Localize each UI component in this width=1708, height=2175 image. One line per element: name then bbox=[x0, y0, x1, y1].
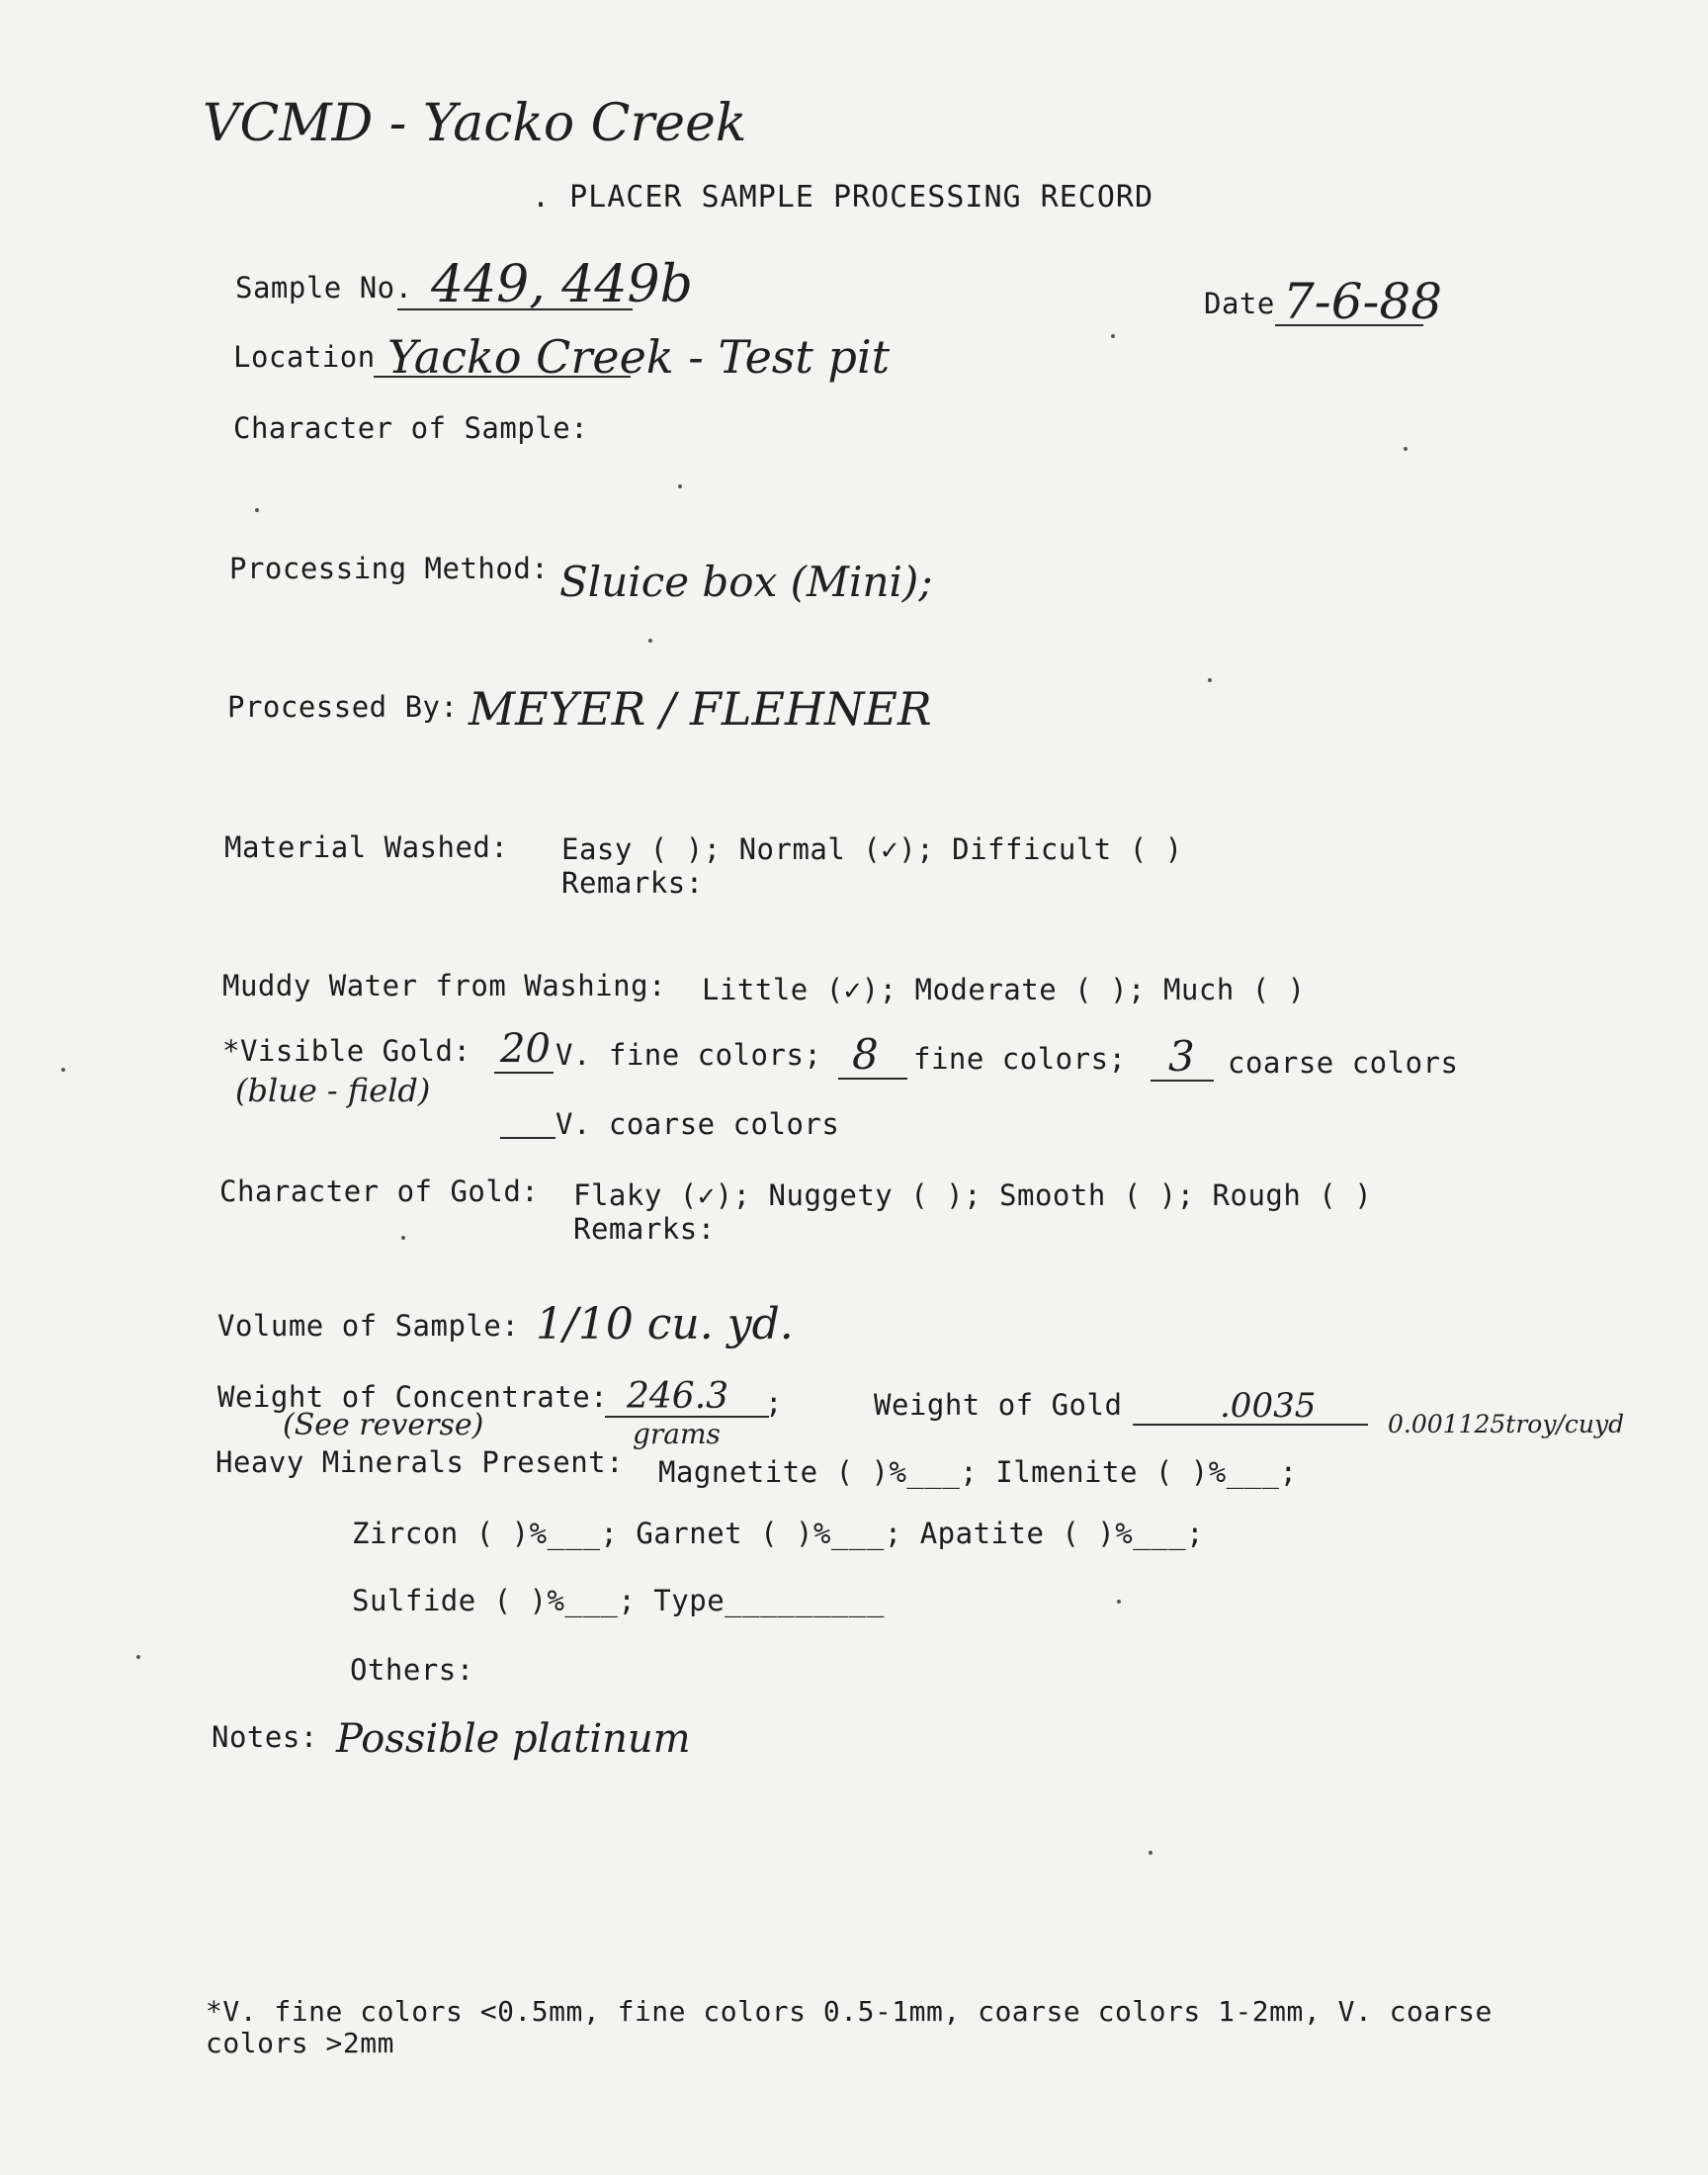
weight-concentrate-unit: grams bbox=[633, 1418, 721, 1450]
character-of-sample-label: Character of Sample: bbox=[233, 411, 589, 445]
heavy-minerals-row3: Sulfide ( )%___; Type_________ bbox=[352, 1584, 885, 1617]
handwritten-header: VCMD - Yacko Creek bbox=[203, 94, 747, 153]
sample-no-value: 449, 449b bbox=[431, 255, 693, 314]
processed-by-label: Processed By: bbox=[227, 690, 459, 724]
processed-by-value: MEYER / FLEHNER bbox=[469, 682, 932, 736]
character-of-gold-label: Character of Gold: bbox=[219, 1174, 540, 1208]
scan-speck bbox=[1111, 334, 1115, 338]
weight-concentrate-note: (See reverse) bbox=[283, 1408, 484, 1442]
muddy-water-label: Muddy Water from Washing: bbox=[222, 969, 666, 1002]
heavy-minerals-label: Heavy Minerals Present: bbox=[215, 1445, 625, 1479]
page-title: . PLACER SAMPLE PROCESSING RECORD bbox=[532, 180, 1154, 215]
scan-speck bbox=[401, 1236, 405, 1240]
material-washed-options: Easy ( ); Normal (✓); Difficult ( ) bbox=[561, 832, 1183, 866]
date-value: 7-6-88 bbox=[1283, 273, 1443, 330]
muddy-water-options: Little (✓); Moderate ( ); Much ( ) bbox=[702, 973, 1306, 1006]
weight-concentrate-sep: ; bbox=[765, 1386, 783, 1420]
processing-method-label: Processing Method: bbox=[229, 552, 550, 585]
heavy-minerals-others-label: Others: bbox=[350, 1653, 474, 1687]
fine-count-value: 8 bbox=[852, 1030, 879, 1079]
sample-no-label: Sample No. bbox=[235, 271, 413, 304]
v-coarse-colors-label: V. coarse colors bbox=[555, 1107, 840, 1141]
heavy-minerals-row2: Zircon ( )%___; Garnet ( )%___; Apatite ( )%___; bbox=[352, 1517, 1205, 1550]
scan-speck bbox=[136, 1655, 140, 1659]
weight-concentrate-value: 246.3 bbox=[627, 1376, 729, 1417]
material-washed-remarks-label: Remarks: bbox=[561, 866, 704, 900]
footnote-line-2: colors >2mm bbox=[206, 2027, 394, 2059]
weight-gold-note: 0.001125troy/cuyd bbox=[1388, 1410, 1625, 1438]
volume-value: 1/10 cu. yd. bbox=[536, 1299, 794, 1349]
v-coarse-count-line bbox=[500, 1137, 555, 1139]
visible-gold-handwritten-note: (blue - field) bbox=[235, 1072, 431, 1109]
scan-speck bbox=[678, 484, 682, 488]
scan-speck bbox=[61, 1068, 65, 1072]
volume-label: Volume of Sample: bbox=[217, 1309, 520, 1343]
weight-concentrate-label: Weight of Concentrate: bbox=[217, 1380, 609, 1414]
scan-speck bbox=[1404, 447, 1408, 451]
material-washed-label: Material Washed: bbox=[224, 830, 509, 864]
coarse-colors-label: coarse colors bbox=[1228, 1046, 1459, 1080]
scan-speck bbox=[1208, 678, 1212, 682]
character-of-gold-options: Flaky (✓); Nuggety ( ); Smooth ( ); Rough ( ) bbox=[573, 1178, 1373, 1212]
weight-gold-value: .0035 bbox=[1220, 1386, 1317, 1426]
heavy-minerals-row1: Magnetite ( )%___; Ilmenite ( )%___; bbox=[658, 1455, 1298, 1489]
location-value: Yacko Creek - Test pit bbox=[387, 330, 891, 384]
location-label: Location bbox=[233, 340, 376, 374]
fine-colors-label: fine colors; bbox=[913, 1042, 1127, 1076]
scan-speck bbox=[1149, 1851, 1153, 1855]
scan-speck bbox=[1117, 1600, 1121, 1604]
notes-value: Possible platinum bbox=[336, 1716, 691, 1762]
v-fine-count-value: 20 bbox=[500, 1026, 551, 1072]
coarse-count-value: 3 bbox=[1168, 1032, 1195, 1081]
footnote-line-1: *V. fine colors <0.5mm, fine colors 0.5-1mm, coarse colors 1-2mm, V. coarse bbox=[206, 1995, 1493, 2028]
notes-label: Notes: bbox=[212, 1720, 318, 1754]
processing-method-value: Sluice box (Mini); bbox=[559, 558, 933, 606]
scan-speck bbox=[255, 508, 259, 512]
v-fine-colors-label: V. fine colors; bbox=[555, 1038, 822, 1072]
date-label: Date bbox=[1204, 287, 1275, 320]
character-of-gold-remarks-label: Remarks: bbox=[573, 1212, 716, 1246]
scan-speck bbox=[648, 639, 652, 643]
v-fine-count-line bbox=[494, 1072, 554, 1074]
weight-gold-label: Weight of Gold bbox=[874, 1388, 1123, 1422]
visible-gold-label: *Visible Gold: bbox=[222, 1034, 471, 1068]
